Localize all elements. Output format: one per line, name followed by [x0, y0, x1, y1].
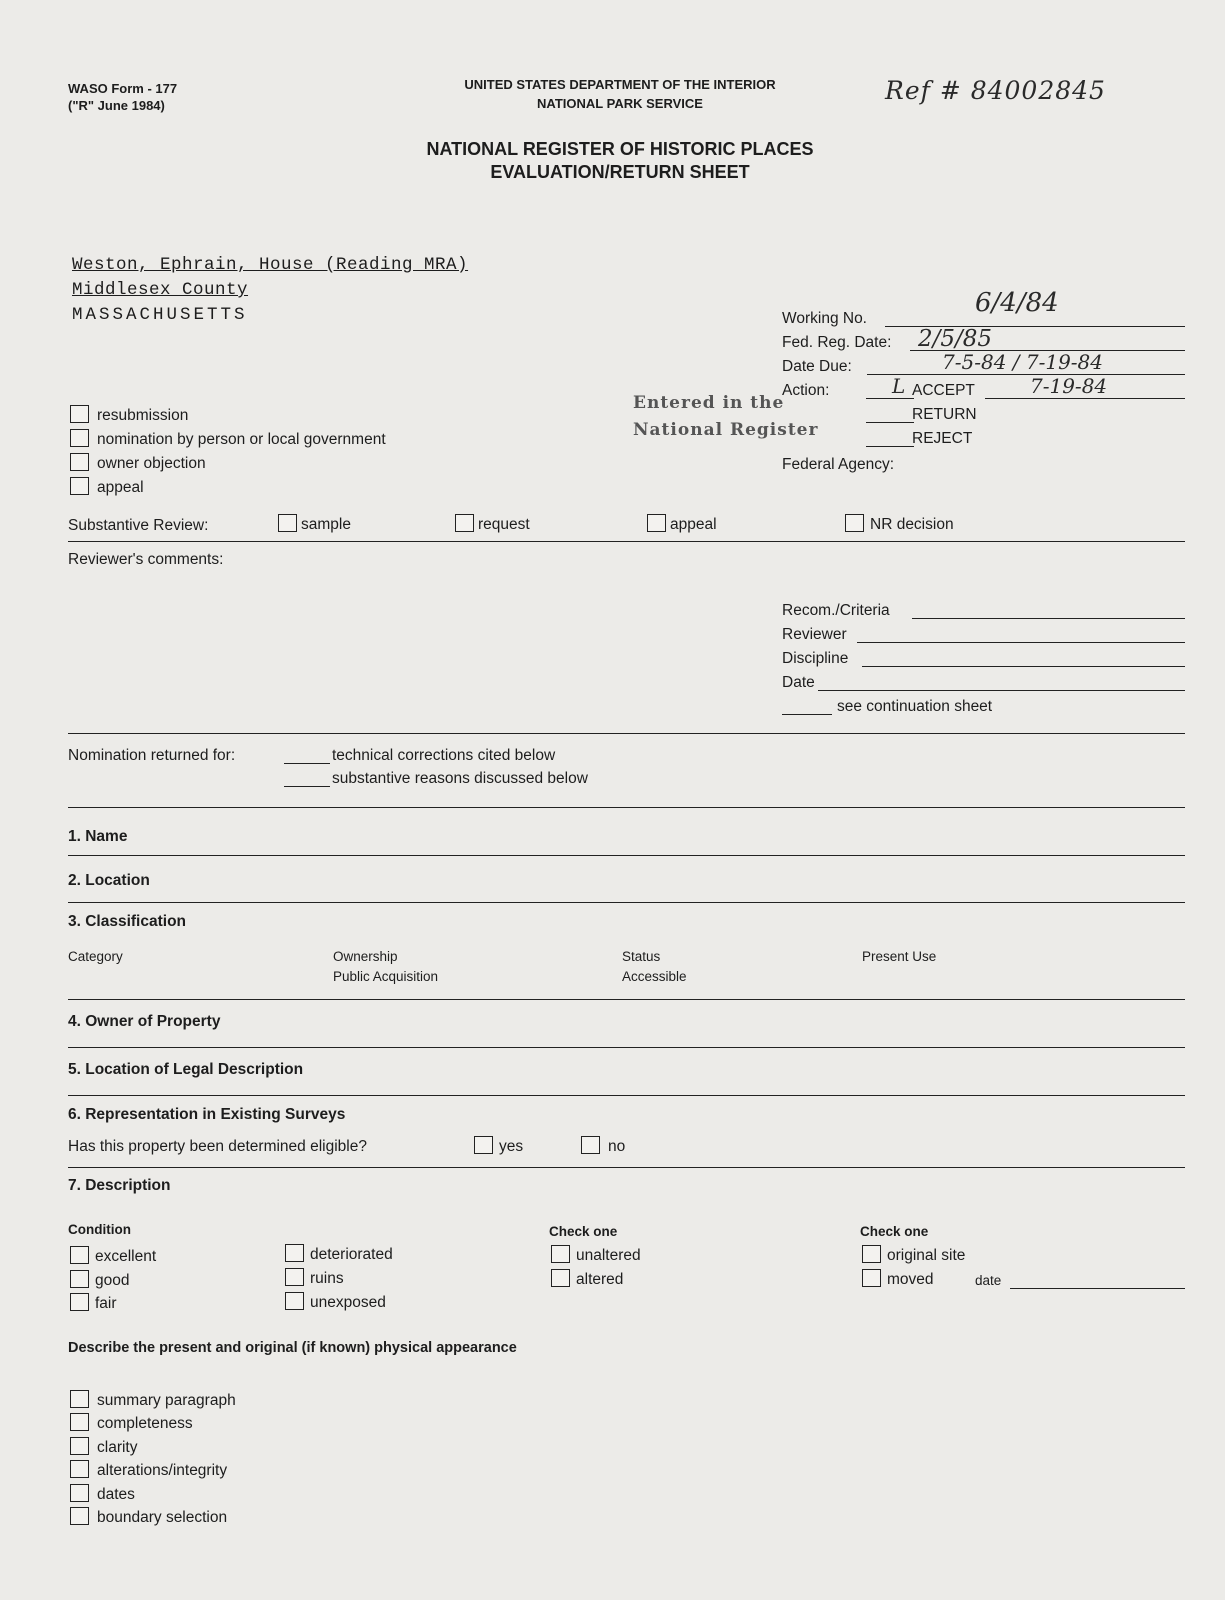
checkbox-owner-objection[interactable] [70, 453, 206, 473]
checkbox-unexposed[interactable] [285, 1292, 386, 1312]
checkbox-label: nomination by person or local government [97, 431, 386, 448]
eligibility-question: Has this property been determined eligible? [68, 1138, 367, 1155]
checkbox-eligible-no[interactable] [581, 1136, 625, 1156]
checkbox-label: completeness [97, 1415, 193, 1432]
form-id: WASO Form - 177 [68, 81, 178, 96]
present-use-label: Present Use [862, 949, 937, 964]
checkbox-label: unexposed [310, 1294, 386, 1311]
checkbox-label: altered [576, 1271, 624, 1288]
checkbox-excellent[interactable] [70, 1246, 156, 1266]
discipline-label: Discipline [782, 650, 849, 667]
reference-number: Ref # 84002845 [885, 76, 1106, 105]
checkbox-label: sample [301, 516, 351, 533]
form-subtitle: EVALUATION/RETURN SHEET [490, 162, 750, 182]
category-label: Category [68, 949, 123, 964]
form-date: ("R" June 1984) [68, 98, 165, 113]
ownership-label: Ownership [333, 949, 398, 964]
checkbox-label: NR decision [870, 516, 954, 533]
section-legal-description: 5. Location of Legal Description [68, 1061, 304, 1078]
checkbox-label: summary paragraph [97, 1392, 236, 1409]
agency-line: NATIONAL PARK SERVICE [537, 96, 703, 111]
condition-label: Condition [68, 1222, 131, 1237]
checkbox-label: alterations/integrity [97, 1462, 228, 1479]
checkbox-appeal[interactable] [70, 477, 144, 497]
form-title: NATIONAL REGISTER OF HISTORIC PLACES [426, 139, 814, 159]
accessible-label: Accessible [622, 969, 687, 984]
entered-stamp-line2: National Register [633, 420, 819, 440]
checkbox-unaltered[interactable] [551, 1245, 641, 1265]
status-label: Status [622, 949, 661, 964]
section-description: 7. Description [68, 1177, 171, 1194]
working-no-value: 6/4/84 [975, 288, 1059, 318]
nomination-returned-label: Nomination returned for: [68, 747, 236, 764]
checkbox-sample[interactable] [278, 514, 351, 534]
property-name: Weston, Ephrain, House (Reading MRA) [72, 255, 469, 275]
checkbox-ruins[interactable] [285, 1268, 344, 1288]
checkbox-dates[interactable] [70, 1484, 135, 1504]
checkbox-good[interactable] [70, 1270, 129, 1290]
technical-corrections-option: technical corrections cited below [332, 747, 556, 764]
checkbox-label: dates [97, 1486, 135, 1503]
section-owner: 4. Owner of Property [68, 1013, 221, 1030]
checkbox-label: clarity [97, 1439, 138, 1456]
section-classification: 3. Classification [68, 913, 187, 930]
public-acquisition-label: Public Acquisition [333, 969, 439, 984]
substantive-review-label: Substantive Review: [68, 517, 209, 534]
action-accept: ACCEPT [912, 382, 975, 399]
checkbox-label: deteriorated [310, 1246, 393, 1263]
entered-stamp-line1: Entered in the [633, 393, 785, 413]
working-no-label: Working No. [782, 310, 867, 327]
checkbox-label: boundary selection [97, 1509, 228, 1526]
checkbox-review-appeal[interactable] [647, 514, 717, 534]
section-surveys: 6. Representation in Existing Surveys [68, 1106, 346, 1123]
moved-date-label: date [975, 1273, 1002, 1288]
section-location: 2. Location [68, 872, 150, 889]
checkbox-label: original site [887, 1247, 966, 1264]
action-label: Action: [782, 382, 830, 399]
checkbox-alterations-integrity[interactable] [70, 1460, 227, 1480]
continuation-sheet-label: see continuation sheet [837, 698, 993, 715]
check-one-alteration-label: Check one [549, 1224, 618, 1239]
checkbox-nomination-by-person[interactable] [70, 429, 386, 449]
checkbox-label: appeal [97, 479, 144, 496]
date-due-label: Date Due: [782, 358, 852, 375]
fed-reg-date-label: Fed. Reg. Date: [782, 334, 892, 351]
checkbox-label: fair [95, 1295, 117, 1312]
checkbox-label: appeal [670, 516, 717, 533]
check-one-site-label: Check one [860, 1224, 929, 1239]
substantive-reasons-option: substantive reasons discussed below [332, 770, 588, 787]
checkbox-label: yes [499, 1138, 524, 1155]
checkbox-label: ruins [310, 1270, 344, 1287]
fed-reg-date-value: 2/5/85 [918, 326, 993, 352]
checkbox-fair[interactable] [70, 1293, 117, 1313]
checkbox-label: request [478, 516, 530, 533]
federal-agency-label: Federal Agency: [782, 456, 895, 473]
accept-date-value: 7-19-84 [1030, 374, 1108, 398]
checkbox-moved[interactable] [862, 1269, 934, 1289]
checkbox-label: owner objection [97, 455, 206, 472]
checkbox-label: good [95, 1272, 130, 1289]
checkbox-request[interactable] [455, 514, 530, 534]
checkbox-clarity[interactable] [70, 1437, 137, 1457]
checkbox-label: excellent [95, 1248, 157, 1265]
checkbox-label: unaltered [576, 1247, 641, 1264]
checkbox-nr-decision[interactable] [845, 514, 954, 534]
property-county: Middlesex County [72, 280, 249, 300]
checkbox-label: no [608, 1138, 626, 1155]
checkbox-original-site[interactable] [862, 1245, 965, 1265]
date-due-value: 7-5-84 / 7-19-84 [942, 350, 1104, 374]
reviewers-comments-label: Reviewer's comments: [68, 551, 224, 568]
action-return: RETURN [912, 406, 977, 423]
checkbox-boundary-selection[interactable] [70, 1507, 227, 1527]
checkbox-altered[interactable] [551, 1269, 623, 1289]
accept-checkmark: L [892, 374, 906, 398]
section-name: 1. Name [68, 828, 128, 845]
checkbox-eligible-yes[interactable] [474, 1136, 523, 1156]
checkbox-completeness[interactable] [70, 1413, 193, 1433]
reviewer-label: Reviewer [782, 626, 847, 643]
checkbox-resubmission[interactable] [70, 405, 188, 425]
checkbox-summary-paragraph[interactable] [70, 1390, 236, 1410]
checkbox-deteriorated[interactable] [285, 1244, 393, 1264]
checkbox-label: resubmission [97, 407, 189, 424]
department-line: UNITED STATES DEPARTMENT OF THE INTERIOR [464, 77, 776, 92]
appearance-label: Describe the present and original (if known) physical appearance [68, 1340, 517, 1356]
reviewer-date-label: Date [782, 674, 815, 691]
property-state: MASSACHUSETTS [72, 305, 248, 325]
checkbox-label: moved [887, 1271, 934, 1288]
action-reject: REJECT [912, 430, 973, 447]
recom-criteria-label: Recom./Criteria [782, 602, 890, 619]
